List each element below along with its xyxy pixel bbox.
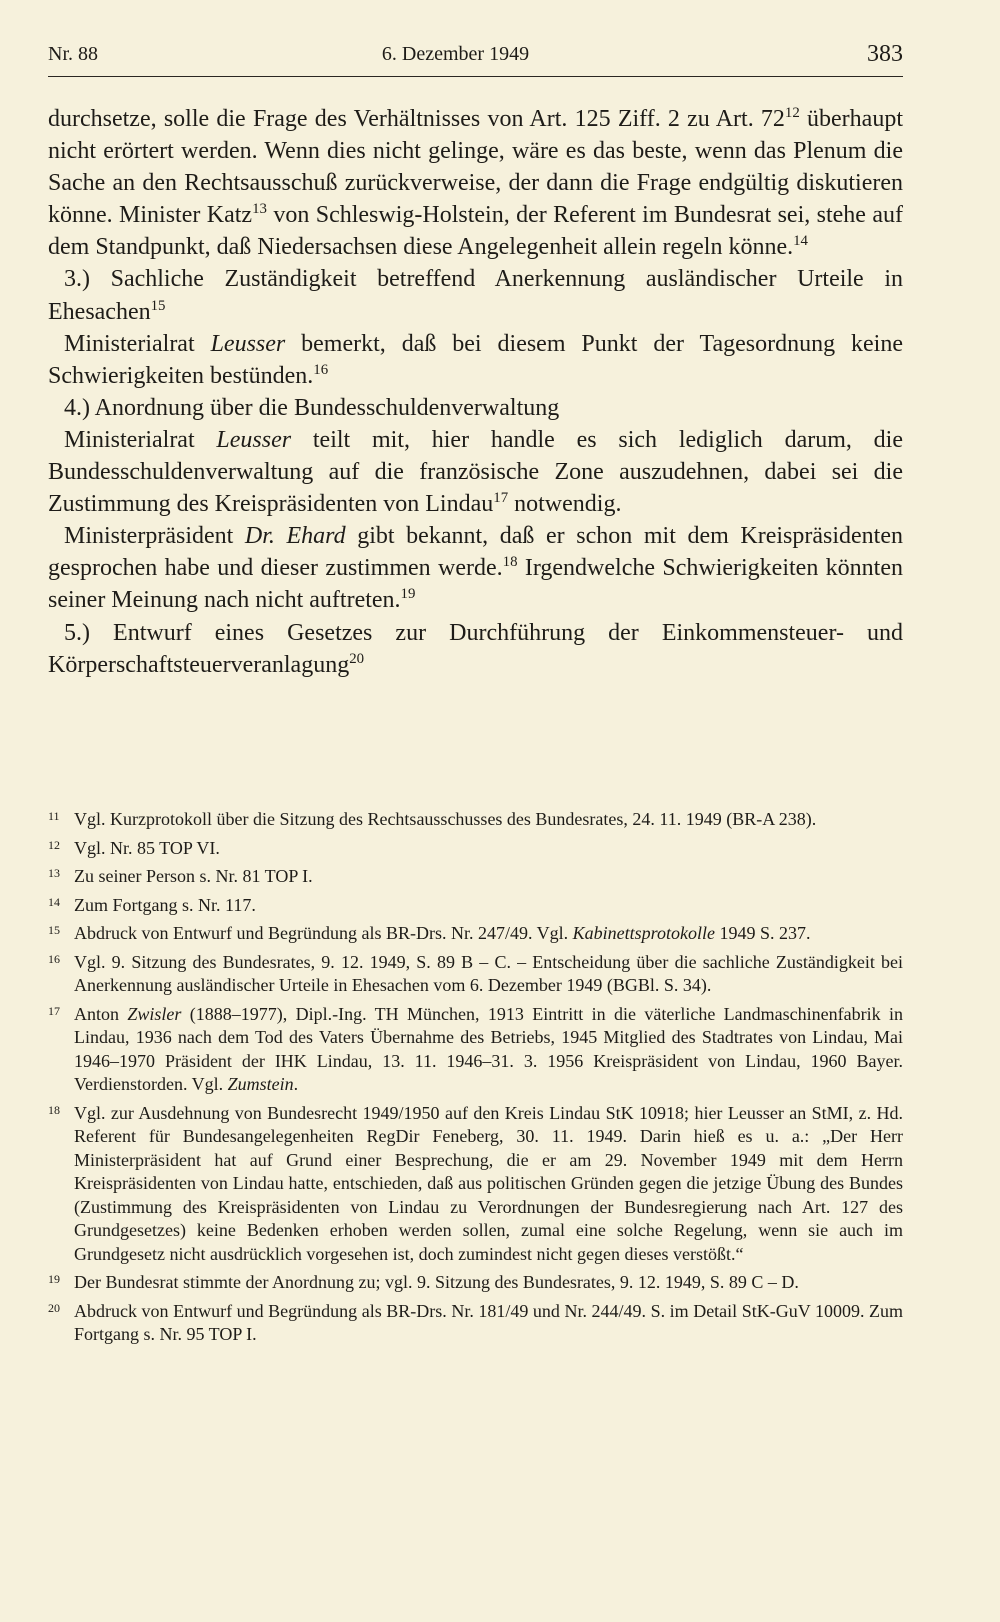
footnote-text: Abdruck von Entwurf und Begründung als BR-Drs. Nr. 181/49 und Nr. 244/49. S. im Detail StK-GuV 10009. Zum Fortgang s. Nr. 95 TOP I. (74, 1300, 903, 1344)
footnote-number: 12 (48, 837, 60, 852)
cited-work: Zumstein (227, 1074, 294, 1094)
agenda-item-4-heading: 4.) Anordnung über die Bundesschuldenverwaltung (64, 394, 560, 421)
paragraph-item-3: Ministerialrat Leusser bemerkt, daß bei diesem Punkt der Tagesordnung keine Schwierigkeiten bestünden.$^{16}$ (48, 330, 904, 389)
footnote-ref-20[interactable]: 20 (349, 650, 365, 667)
footnote-text: Vgl. Nr. 85 TOP VI. (74, 837, 220, 858)
footnote-19 (48, 1271, 903, 1295)
running-header (48, 40, 903, 74)
document-number: Nr. 88 (48, 43, 98, 65)
footnote-15: 15 Abdruck von Entwurf und Begründung als BR-Drs. Nr. 247/49. Vgl. Kabinettsprotokolle 1949 S. 237. (48, 922, 903, 946)
paragraph-item-2-continuation: durchsetze, solle die Frage des Verhältnisses von Art. 125 Ziff. 2 zu Art. $72^{12}$ überhaupt nicht erörtert werden. Wenn dies nicht gelinge, wäre es das beste, wenn das Plenum die Sache an den Rechtsausschuß zurückverweise, der dann die Frage endgültig diskutieren könne. Minister Katz$^{13}$ von Schleswig-Holstein, der Referent im Bundesrat sei, stehe auf dem Standpunkt, daß Niedersachsen diese Angelegenheit allein regeln könne.$^{14}$ (48, 104, 903, 261)
person-name: Dr. Ehard (244, 523, 346, 550)
footnote-number: 11 (48, 809, 60, 823)
person-name: Leusser (210, 330, 286, 357)
footnote-text: Vgl. 9. Sitzung des Bundesrates, 9. 12. 1949, S. 89 B – C. – Entscheidung über die sachliche Zuständigkeit bei Anerkennung ausländischer Urteile in Ehesachen vom 6. Dezember 1949 (BGBl. S. 34). (74, 951, 903, 995)
footnotes (48, 808, 903, 1352)
agenda-item-5-heading: 5.) Entwurf eines Gesetzes zur Durchführung der Einkommensteuer- und Körperschaftsteuerveranlagung$^{20}$ (48, 619, 903, 678)
footnote-text: Zu seiner Person s. Nr. 81 TOP I. (74, 866, 313, 886)
footnote-12 (48, 837, 903, 861)
agenda-item-3-heading: 3.) Sachliche Zuständigkeit betreffend Anerkennung ausländischer Urteile in Ehesachen$^{15}$ (48, 266, 903, 325)
footnote-20 (48, 1300, 903, 1347)
footnote-ref-13[interactable]: 13 (252, 201, 267, 218)
paragraph-item-4-continued: Ministerpräsident Dr. Ehard gibt bekannt, daß er schon mit dem Kreispräsidenten gesprochen habe und dieser zustimmen werde.$^{18}$ Irgendwelche Schwierigkeiten könnten seiner Meinung nach nicht auftreten.$^{19}$ (48, 523, 903, 614)
footnote-text: Vgl. zur Ausdehnung von Bundesrecht 1949/1950 auf den Kreis Lindau StK 10918; hier Leusser an StMI, z. Hd. Referent für Bundesangelegenheiten RegDir Feneberg, 30. 11. 1949. Darin hieß es u. a.: „Der Herr Ministerpräsident hat auf Grund einer Besprechung, die er am 29. November 1949 mit dem Herrn Kreispräsidenten von Lindau hatte, entschieden, daß aus politischen Gründen gegen die jetzige Übung des Bundes (Zustimmung des Kreispräsidenten von Lindau zu Verordnungen der Bundesregierung nach Art. 127 des Grundgesetzes) keine Bedenken erhoben werden sollen, zumal eine solche Regelung, wenn sie auch im Grundgesetz nicht ausdrücklich vorgesehen ist, doch zumindest nicht gegen dieses verstößt.“ (74, 1102, 903, 1264)
person-name: Leusser (216, 426, 292, 453)
footnote-number: 16 (48, 951, 60, 966)
footnote-14 (48, 894, 903, 918)
header-date: 6. Dezember 1949 (381, 43, 530, 65)
footnote-text: Anton (74, 1003, 128, 1024)
document-page (48, 40, 904, 1344)
footnote-number: 18 (48, 1102, 60, 1117)
footnote-text: Abdruck von Entwurf und Begründung als BR-Drs. Nr. 247/49. Vgl. (74, 923, 573, 943)
footnote-number: 19 (48, 1272, 60, 1286)
footnote-number: 20 (48, 1300, 60, 1315)
footnote-number: 17 (48, 1003, 60, 1018)
page-number: 383 (867, 41, 903, 67)
header-rule (48, 76, 903, 77)
footnote-number: 13 (48, 866, 60, 880)
main-text (48, 103, 903, 681)
footnote-text: Der Bundesrat stimmte der Anordnung zu; vgl. 9. Sitzung des Bundesrates, 9. 12. 1949, S. 89 C – D. (74, 1272, 799, 1292)
footnote-text: Vgl. Kurzprotokoll über die Sitzung des Rechtsausschusses des Bundesrates, 24. 11. 1949 (BR-A 238). (74, 809, 817, 829)
footnote-18 (48, 1102, 903, 1267)
footnote-number: 15 (48, 923, 60, 937)
footnote-ref-19[interactable]: 19 (400, 586, 416, 603)
footnote-ref-14[interactable]: 14 (793, 233, 808, 250)
footnote-number: 14 (48, 894, 60, 909)
footnote-13 (48, 865, 903, 889)
person-name: Zwisler (127, 1003, 182, 1024)
footnote-17: 17 Anton Zwisler (1888–1977), Dipl.-Ing. TH München, 1913 Eintritt in die väterliche Landmaschinenfabrik in Lindau, 1936 nach dem Tod des Vaters Übernahme des Betriebs, 1945 Mitglied des Stadtrates von Lindau, Mai 1946–1970 Präsident der IHK Lindau, 13. 11. 1946–31. 3. 1956 Kreispräsident von Lindau, 1960 Bayer. Verdienstorden. Vgl. Zumstein. (48, 1003, 903, 1097)
footnote-ref-16[interactable]: 16 (313, 361, 329, 378)
footnote-11 (48, 808, 903, 832)
footnote-ref-17[interactable]: 17 (493, 489, 509, 506)
footnote-ref-12[interactable]: 12 (784, 104, 800, 121)
footnote-16 (48, 951, 903, 998)
cited-work: Kabinettsprotokolle (572, 923, 715, 943)
footnote-ref-15[interactable]: 15 (150, 297, 166, 314)
footnote-ref-18[interactable]: 18 (502, 554, 518, 571)
footnote-text: Zum Fortgang s. Nr. 117. (74, 894, 256, 915)
paragraph-item-4: Ministerialrat Leusser teilt mit, hier handle es sich lediglich darum, die Bundesschuldenverwaltung auf die französische Zone auszudehnen, dabei sei die Zustimmung des Kreispräsidenten von Lindau$^{17}$ notwendig. (48, 426, 903, 518)
